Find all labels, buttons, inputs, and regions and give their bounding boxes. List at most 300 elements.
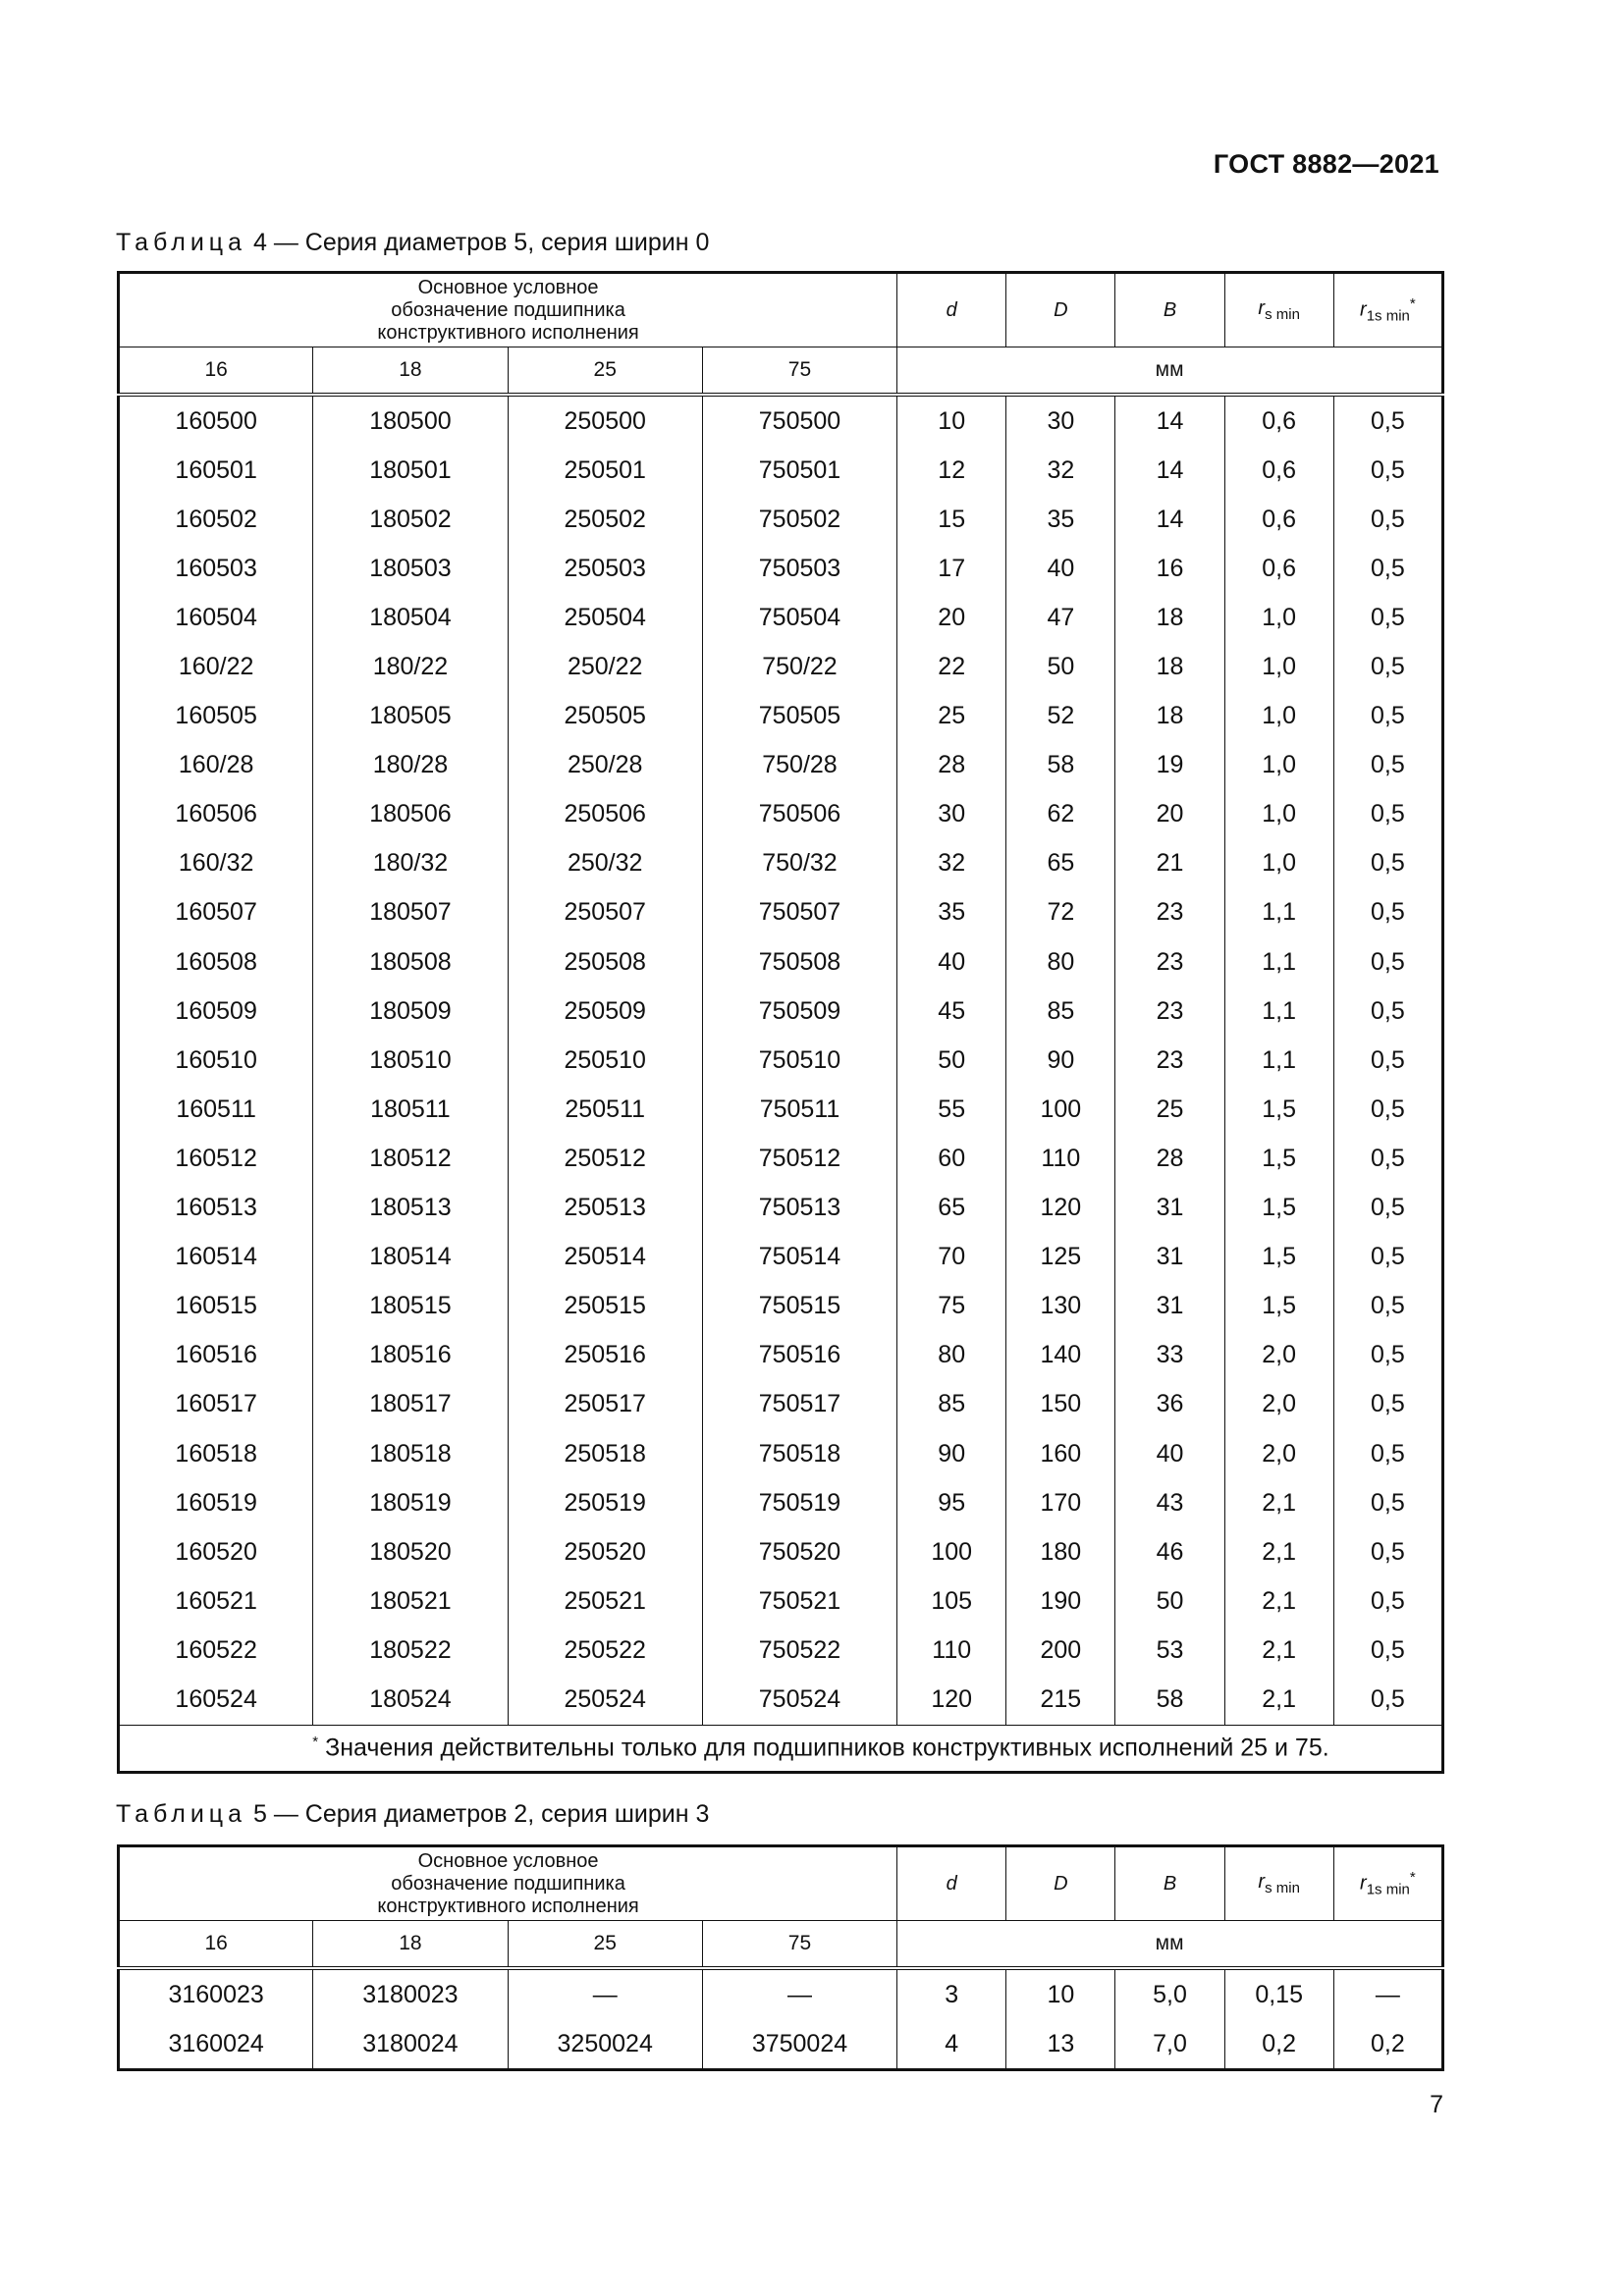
table-cell: 180/22 — [313, 642, 508, 691]
table-cell: 14 — [1115, 495, 1224, 544]
table-cell: 250/22 — [508, 642, 702, 691]
table4-caption — [116, 229, 709, 257]
table5-caption — [116, 1800, 709, 1829]
table-cell: 50 — [1115, 1576, 1224, 1626]
table-cell: 1,5 — [1224, 1282, 1333, 1331]
table-cell: 180506 — [313, 790, 508, 839]
col-D-header: D — [1006, 273, 1115, 347]
table5-body — [119, 1968, 1443, 2070]
table-cell: 0,5 — [1333, 1282, 1442, 1331]
table-cell: 2,1 — [1224, 1626, 1333, 1675]
table-cell: 2,0 — [1224, 1331, 1333, 1380]
table-cell: 0,6 — [1224, 544, 1333, 593]
table-cell: 110 — [897, 1626, 1006, 1675]
table-cell: 0,5 — [1333, 1576, 1442, 1626]
table-cell: 190 — [1006, 1576, 1115, 1626]
table-cell: 250513 — [508, 1184, 702, 1233]
col-B-header: B — [1115, 273, 1224, 347]
subheader-16: 16 — [119, 1921, 313, 1969]
table-cell: 180501 — [313, 446, 508, 495]
subheader-25: 25 — [508, 1921, 702, 1969]
table-cell: 750505 — [702, 692, 896, 741]
table-cell: 19 — [1115, 741, 1224, 790]
table-cell: 62 — [1006, 790, 1115, 839]
table-row — [119, 1626, 1443, 1675]
table-cell: 50 — [1006, 642, 1115, 691]
table-cell: 75 — [897, 1282, 1006, 1331]
table-cell: 160503 — [119, 544, 313, 593]
table-cell: 250518 — [508, 1429, 702, 1478]
table-cell: 180515 — [313, 1282, 508, 1331]
table-cell: 1,5 — [1224, 1184, 1333, 1233]
table-cell: 0,5 — [1333, 1134, 1442, 1183]
table-cell: 0,15 — [1224, 1968, 1333, 2019]
unit-label: мм — [897, 1921, 1443, 1969]
table-cell: 65 — [1006, 839, 1115, 888]
table-cell: 750506 — [702, 790, 896, 839]
table-cell: 750501 — [702, 446, 896, 495]
footnote-mark: * — [312, 1733, 319, 1750]
table-cell: 1,1 — [1224, 888, 1333, 937]
table-cell: 160520 — [119, 1527, 313, 1576]
table-cell: 160/22 — [119, 642, 313, 691]
table-cell: 12 — [897, 446, 1006, 495]
table-cell: 750512 — [702, 1134, 896, 1183]
table-cell: 160 — [1006, 1429, 1115, 1478]
footnote-text: Значения действительны только для подшипников конструктивных исполнений 25 и 75. — [325, 1734, 1329, 1762]
table-row — [119, 1036, 1443, 1085]
table-cell: 16 — [1115, 544, 1224, 593]
table-cell: 35 — [897, 888, 1006, 937]
table-cell: 0,5 — [1333, 395, 1442, 446]
table-cell: 1,5 — [1224, 1233, 1333, 1282]
table-cell: 180522 — [313, 1626, 508, 1675]
table-cell: 160506 — [119, 790, 313, 839]
table-cell: 180/32 — [313, 839, 508, 888]
table-cell: 0,5 — [1333, 790, 1442, 839]
table4-body — [119, 395, 1443, 1725]
table-row — [119, 1282, 1443, 1331]
table-cell: 250505 — [508, 692, 702, 741]
table-row — [119, 642, 1443, 691]
table-row — [119, 593, 1443, 642]
table-cell: 160509 — [119, 987, 313, 1036]
table-cell: 180521 — [313, 1576, 508, 1626]
table-cell: 32 — [1006, 446, 1115, 495]
table4-caption-text: 4 — Серия диаметров 5, серия ширин 0 — [252, 229, 710, 256]
table-cell: 750513 — [702, 1184, 896, 1233]
table-cell: 250501 — [508, 446, 702, 495]
table-cell: 15 — [897, 495, 1006, 544]
table-cell: 1,0 — [1224, 839, 1333, 888]
table-cell: 160518 — [119, 1429, 313, 1478]
col-rs-min-header: $r_{s min}$ — [1224, 273, 1333, 347]
table-cell: 85 — [1006, 987, 1115, 1036]
table-cell: 750504 — [702, 593, 896, 642]
table-cell: 80 — [1006, 937, 1115, 987]
table-row — [119, 1429, 1443, 1478]
table-cell: 45 — [897, 987, 1006, 1036]
table-cell: 23 — [1115, 937, 1224, 987]
table-cell: 160502 — [119, 495, 313, 544]
table-cell: 180519 — [313, 1478, 508, 1527]
table-cell: 80 — [897, 1331, 1006, 1380]
table-cell: 31 — [1115, 1184, 1224, 1233]
table-cell: 2,1 — [1224, 1527, 1333, 1576]
table-cell: 750520 — [702, 1527, 896, 1576]
table-cell: 180503 — [313, 544, 508, 593]
table-cell: 14 — [1115, 395, 1224, 446]
table-cell: 0,5 — [1333, 1380, 1442, 1429]
table-cell: 180512 — [313, 1134, 508, 1183]
subheader-75: 75 — [702, 347, 896, 396]
table-cell: 160/28 — [119, 741, 313, 790]
table-cell: 2,1 — [1224, 1478, 1333, 1527]
table-cell: 2,1 — [1224, 1576, 1333, 1626]
table-cell: 250521 — [508, 1576, 702, 1626]
table-cell: 65 — [897, 1184, 1006, 1233]
table-row — [119, 1331, 1443, 1380]
table-cell: 250512 — [508, 1134, 702, 1183]
table-cell: 5,0 — [1115, 1968, 1224, 2019]
table-cell: 0,5 — [1333, 1085, 1442, 1134]
subheader-16: 16 — [119, 347, 313, 396]
table-cell: 31 — [1115, 1233, 1224, 1282]
table-cell: 180507 — [313, 888, 508, 937]
table-cell: 160504 — [119, 593, 313, 642]
col-r1s-min-header: $r_{1s min}^*$ — [1333, 273, 1442, 347]
table-cell: 160511 — [119, 1085, 313, 1134]
table-cell: 0,5 — [1333, 544, 1442, 593]
table-row — [119, 544, 1443, 593]
table-cell: 3160023 — [119, 1968, 313, 2019]
table-cell: 0,2 — [1333, 2019, 1442, 2070]
table-cell: 160508 — [119, 937, 313, 987]
table-row — [119, 1184, 1443, 1233]
table-cell: 160521 — [119, 1576, 313, 1626]
subheader-18: 18 — [313, 347, 508, 396]
table-cell: 100 — [897, 1527, 1006, 1576]
table4-subheader-row — [119, 347, 1443, 396]
table-cell: 750507 — [702, 888, 896, 937]
table-cell: 0,5 — [1333, 495, 1442, 544]
table4-group-header: Основное условное обозначение подшипника конструктивного исполнения — [119, 273, 897, 347]
table-cell: 750511 — [702, 1085, 896, 1134]
table-cell: 18 — [1115, 593, 1224, 642]
table-cell: 250515 — [508, 1282, 702, 1331]
table-row — [119, 987, 1443, 1036]
col-d-header: d — [897, 1846, 1006, 1921]
col-rs-min-header: $r_{s min}$ — [1224, 1846, 1333, 1921]
table-cell: 105 — [897, 1576, 1006, 1626]
table-cell: 180524 — [313, 1675, 508, 1725]
table-cell: 22 — [897, 642, 1006, 691]
table-cell: 17 — [897, 544, 1006, 593]
table-cell: 10 — [897, 395, 1006, 446]
table5-subheader-row — [119, 1921, 1443, 1969]
table-cell: 130 — [1006, 1282, 1115, 1331]
table-cell: 18 — [1115, 642, 1224, 691]
table-cell: 180513 — [313, 1184, 508, 1233]
table-cell: 46 — [1115, 1527, 1224, 1576]
table-cell: 52 — [1006, 692, 1115, 741]
table-cell: 14 — [1115, 446, 1224, 495]
table-cell: 40 — [897, 937, 1006, 987]
table-cell: 0,5 — [1333, 888, 1442, 937]
table-row — [119, 790, 1443, 839]
table-row — [119, 692, 1443, 741]
table-cell: 160516 — [119, 1331, 313, 1380]
table-cell: 0,5 — [1333, 1233, 1442, 1282]
table-cell: 35 — [1006, 495, 1115, 544]
table4-footnote — [119, 1725, 1443, 1772]
table-cell: 140 — [1006, 1331, 1115, 1380]
table-cell: 0,5 — [1333, 446, 1442, 495]
table-cell: 31 — [1115, 1282, 1224, 1331]
table-row — [119, 1134, 1443, 1183]
table-cell: 250509 — [508, 987, 702, 1036]
table-cell: 25 — [1115, 1085, 1224, 1134]
page-number: 7 — [1430, 2091, 1443, 2118]
table-cell: 250508 — [508, 937, 702, 987]
table-cell: 160510 — [119, 1036, 313, 1085]
table4-header-row — [119, 273, 1443, 347]
table-row — [119, 495, 1443, 544]
table-cell: 750502 — [702, 495, 896, 544]
table-cell: 250504 — [508, 593, 702, 642]
table4-caption-word: Таблица — [116, 229, 247, 256]
table-cell: 30 — [897, 790, 1006, 839]
table-cell: 1,1 — [1224, 937, 1333, 987]
table-row — [119, 1968, 1443, 2019]
table-cell: 750510 — [702, 1036, 896, 1085]
table-cell: 0,5 — [1333, 1675, 1442, 1725]
table-row — [119, 888, 1443, 937]
table-cell: 215 — [1006, 1675, 1115, 1725]
table-cell: 750515 — [702, 1282, 896, 1331]
table-row — [119, 446, 1443, 495]
table-cell: 1,0 — [1224, 741, 1333, 790]
table-cell: 28 — [897, 741, 1006, 790]
table5-caption-text: 5 — Серия диаметров 2, серия ширин 3 — [252, 1800, 710, 1828]
table-cell: 180517 — [313, 1380, 508, 1429]
standard-header: ГОСТ 8882—2021 — [1213, 149, 1439, 179]
table-row — [119, 1085, 1443, 1134]
table-cell: 160514 — [119, 1233, 313, 1282]
table-cell: 0,5 — [1333, 1527, 1442, 1576]
table-cell: 160517 — [119, 1380, 313, 1429]
table-row — [119, 1233, 1443, 1282]
table-cell: 18 — [1115, 692, 1224, 741]
table-cell: — — [702, 1968, 896, 2019]
table-cell: 1,0 — [1224, 692, 1333, 741]
col-d-header: d — [897, 273, 1006, 347]
table-cell: — — [1333, 1968, 1442, 2019]
table-cell: 23 — [1115, 1036, 1224, 1085]
table-cell: 47 — [1006, 593, 1115, 642]
table-cell: 750/32 — [702, 839, 896, 888]
table-cell: 125 — [1006, 1233, 1115, 1282]
table-cell: 1,0 — [1224, 593, 1333, 642]
table-row — [119, 1576, 1443, 1626]
table-cell: 110 — [1006, 1134, 1115, 1183]
table-cell: 2,0 — [1224, 1380, 1333, 1429]
table-cell: 0,5 — [1333, 1429, 1442, 1478]
table-cell: 250524 — [508, 1675, 702, 1725]
table-cell: 0,6 — [1224, 446, 1333, 495]
table5-header-row — [119, 1846, 1443, 1921]
table-cell: 120 — [1006, 1184, 1115, 1233]
table-cell: 180504 — [313, 593, 508, 642]
table-cell: 58 — [1006, 741, 1115, 790]
table-cell: 250507 — [508, 888, 702, 937]
table-row — [119, 741, 1443, 790]
table-cell: 250520 — [508, 1527, 702, 1576]
table-cell: 750519 — [702, 1478, 896, 1527]
table-cell: 180510 — [313, 1036, 508, 1085]
table-cell: 3750024 — [702, 2019, 896, 2070]
unit-label: мм — [897, 347, 1443, 396]
table-cell: 1,1 — [1224, 1036, 1333, 1085]
table5-group-header: Основное условное обозначение подшипника конструктивного исполнения — [119, 1846, 897, 1921]
table-cell: 250519 — [508, 1478, 702, 1527]
table-cell: 0,5 — [1333, 1478, 1442, 1527]
table-cell: 0,5 — [1333, 987, 1442, 1036]
table-cell: 3180024 — [313, 2019, 508, 2070]
table-cell: 20 — [1115, 790, 1224, 839]
table-cell: 180509 — [313, 987, 508, 1036]
table-cell: 3180023 — [313, 1968, 508, 2019]
table-cell: 72 — [1006, 888, 1115, 937]
table-cell: 250516 — [508, 1331, 702, 1380]
table-cell: 0,2 — [1224, 2019, 1333, 2070]
table4-footnote-row — [119, 1725, 1443, 1772]
table-cell: 21 — [1115, 839, 1224, 888]
table-cell: 1,5 — [1224, 1085, 1333, 1134]
table-cell: 180508 — [313, 937, 508, 987]
table-cell: 160/32 — [119, 839, 313, 888]
table-cell: 750517 — [702, 1380, 896, 1429]
table-cell: 0,6 — [1224, 495, 1333, 544]
table-cell: 90 — [897, 1429, 1006, 1478]
table-cell: 90 — [1006, 1036, 1115, 1085]
table-cell: 250517 — [508, 1380, 702, 1429]
table-row — [119, 1675, 1443, 1725]
table-cell: 750503 — [702, 544, 896, 593]
table-cell: 160500 — [119, 395, 313, 446]
table-row — [119, 395, 1443, 446]
table-cell: 120 — [897, 1675, 1006, 1725]
table-cell: 250503 — [508, 544, 702, 593]
table-cell: 150 — [1006, 1380, 1115, 1429]
table-cell: 160513 — [119, 1184, 313, 1233]
table-cell: 30 — [1006, 395, 1115, 446]
table-cell: 10 — [1006, 1968, 1115, 2019]
table-row — [119, 1380, 1443, 1429]
table-cell: 160512 — [119, 1134, 313, 1183]
table-cell: 750514 — [702, 1233, 896, 1282]
table-cell: 23 — [1115, 987, 1224, 1036]
table-cell: 85 — [897, 1380, 1006, 1429]
table-cell: 55 — [897, 1085, 1006, 1134]
table-cell: 180502 — [313, 495, 508, 544]
table-cell: 750522 — [702, 1626, 896, 1675]
table-cell: 0,5 — [1333, 741, 1442, 790]
table-cell: 250502 — [508, 495, 702, 544]
table-row — [119, 1478, 1443, 1527]
table-cell: 0,5 — [1333, 593, 1442, 642]
table-cell: 160524 — [119, 1675, 313, 1725]
table-cell: 250/28 — [508, 741, 702, 790]
col-r1s-min-header: $r_{1s min}^*$ — [1333, 1846, 1442, 1921]
table-cell: 0,5 — [1333, 692, 1442, 741]
table-row — [119, 2019, 1443, 2070]
table-cell: 32 — [897, 839, 1006, 888]
table-cell: 750/28 — [702, 741, 896, 790]
table-cell: 2,1 — [1224, 1675, 1333, 1725]
table-cell: 250522 — [508, 1626, 702, 1675]
table-cell: 40 — [1006, 544, 1115, 593]
table-cell: 0,5 — [1333, 642, 1442, 691]
table-cell: 1,0 — [1224, 790, 1333, 839]
table-cell: 180518 — [313, 1429, 508, 1478]
table-cell: 4 — [897, 2019, 1006, 2070]
table-cell: 0,6 — [1224, 395, 1333, 446]
table-cell: 250506 — [508, 790, 702, 839]
table-cell: 1,1 — [1224, 987, 1333, 1036]
table-cell: 160505 — [119, 692, 313, 741]
table-cell: 70 — [897, 1233, 1006, 1282]
subheader-75: 75 — [702, 1921, 896, 1969]
table-cell: 180 — [1006, 1527, 1115, 1576]
table-cell: 53 — [1115, 1626, 1224, 1675]
table-cell: 2,0 — [1224, 1429, 1333, 1478]
table-cell: 60 — [897, 1134, 1006, 1183]
table-cell: 0,5 — [1333, 1184, 1442, 1233]
table-cell: 200 — [1006, 1626, 1115, 1675]
table-cell: 180520 — [313, 1527, 508, 1576]
table-cell: 750509 — [702, 987, 896, 1036]
table-row — [119, 1527, 1443, 1576]
table-cell: 750500 — [702, 395, 896, 446]
table-cell: — — [508, 1968, 702, 2019]
table-cell: 0,5 — [1333, 1331, 1442, 1380]
table-cell: 40 — [1115, 1429, 1224, 1478]
table-cell: 160522 — [119, 1626, 313, 1675]
table-cell: 180505 — [313, 692, 508, 741]
table-cell: 180516 — [313, 1331, 508, 1380]
table-cell: 33 — [1115, 1331, 1224, 1380]
table-cell: 100 — [1006, 1085, 1115, 1134]
table-row — [119, 937, 1443, 987]
table-cell: 50 — [897, 1036, 1006, 1085]
table5 — [117, 1844, 1444, 2071]
table-cell: 0,5 — [1333, 1626, 1442, 1675]
table-cell: 750518 — [702, 1429, 896, 1478]
table-cell: 170 — [1006, 1478, 1115, 1527]
table-cell: 160519 — [119, 1478, 313, 1527]
table-cell: 23 — [1115, 888, 1224, 937]
table-cell: 250/32 — [508, 839, 702, 888]
table-cell: 1,5 — [1224, 1134, 1333, 1183]
table-cell: 750508 — [702, 937, 896, 987]
col-D-header: D — [1006, 1846, 1115, 1921]
table-cell: 180511 — [313, 1085, 508, 1134]
table4 — [117, 271, 1444, 1774]
table-cell: 43 — [1115, 1478, 1224, 1527]
table-cell: 7,0 — [1115, 2019, 1224, 2070]
table-cell: 28 — [1115, 1134, 1224, 1183]
